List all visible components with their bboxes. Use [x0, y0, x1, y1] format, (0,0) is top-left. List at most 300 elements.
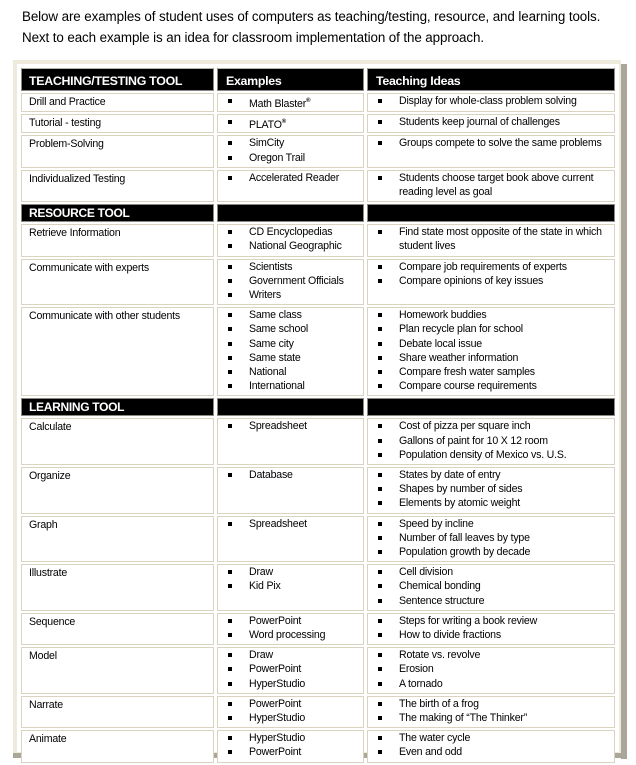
examples-cell [217, 647, 364, 694]
item-text: Number of fall leaves by type [399, 531, 530, 544]
examples-cell [217, 696, 364, 728]
list-item [226, 614, 363, 628]
use-label: Sequence [29, 615, 76, 628]
examples-cell [217, 224, 364, 256]
item-text: Elements by atomic weight [399, 497, 521, 510]
square-bullet-icon [228, 584, 232, 588]
list-item [226, 468, 363, 482]
square-bullet-icon [228, 384, 232, 388]
table-row [21, 467, 615, 514]
item-text: Database [249, 468, 293, 481]
examples-cell [217, 114, 364, 133]
square-bullet-icon [378, 141, 382, 145]
item-text: Rotate vs. revolve [399, 649, 481, 662]
square-bullet-icon [378, 230, 382, 234]
list-item [376, 482, 610, 496]
item-text: National [249, 365, 287, 378]
square-bullet-icon [228, 750, 232, 754]
use-cell [21, 135, 214, 167]
list-item [376, 662, 610, 676]
square-bullet-icon [378, 584, 382, 588]
square-bullet-icon [228, 230, 232, 234]
square-bullet-icon [228, 702, 232, 706]
item-text: Gallons of paint for 10 X 12 room [399, 434, 548, 447]
square-bullet-icon [378, 99, 382, 103]
list-item [376, 711, 610, 725]
list-item [376, 594, 610, 608]
examples-list [226, 697, 363, 725]
list-item [226, 579, 363, 593]
item-text: Students choose target book above current reading level as goal [399, 171, 594, 198]
use-label: Problem-Solving [29, 138, 104, 151]
item-text: Erosion [399, 663, 434, 676]
table-row [21, 418, 615, 465]
examples-cell [217, 307, 364, 396]
list-item [226, 288, 363, 302]
ideas-list [376, 648, 610, 691]
ideas-list [376, 171, 610, 199]
list-item [376, 468, 610, 482]
ideas-list [376, 565, 610, 608]
square-bullet-icon [378, 453, 382, 457]
square-bullet-icon [378, 682, 382, 686]
square-bullet-icon [228, 342, 232, 346]
list-item [226, 365, 363, 379]
square-bullet-icon [378, 570, 382, 574]
square-bullet-icon [228, 619, 232, 623]
item-text: Sentence structure [399, 594, 485, 607]
use-cell [21, 170, 214, 202]
item-text: PowerPoint [249, 614, 302, 627]
use-label: Communicate with experts [29, 261, 150, 274]
item-text: International [249, 380, 305, 393]
registered-mark: ® [281, 119, 286, 126]
list-item [226, 322, 363, 336]
list-item [376, 545, 610, 559]
ideas-list [376, 260, 610, 288]
list-item [376, 565, 610, 579]
list-item [226, 337, 363, 351]
item-text: Compare job requirements of experts [399, 260, 567, 273]
ideas-cell [367, 516, 615, 563]
ideas-list [376, 419, 610, 462]
square-bullet-icon [228, 716, 232, 720]
use-label: Drill and Practice [29, 96, 106, 108]
ideas-list [376, 614, 610, 642]
square-bullet-icon [228, 244, 232, 248]
table-row [21, 613, 615, 645]
use-cell [21, 418, 214, 465]
list-item [376, 517, 610, 531]
item-text: PLATO® [249, 119, 286, 132]
square-bullet-icon [378, 384, 382, 388]
list-item [226, 628, 363, 642]
use-label: Communicate with other students [29, 310, 181, 323]
examples-list [226, 468, 363, 482]
list-item [376, 677, 610, 691]
square-bullet-icon [228, 156, 232, 160]
square-bullet-icon [378, 313, 382, 317]
use-label: Calculate [29, 421, 72, 434]
item-text: SimCity [249, 137, 285, 150]
square-bullet-icon [378, 550, 382, 554]
list-item [376, 579, 610, 593]
square-bullet-icon [378, 265, 382, 269]
item-text: Same class [249, 309, 302, 322]
item-text: Cell division [399, 566, 453, 579]
list-item [376, 260, 610, 274]
use-cell [21, 730, 214, 762]
table-row [21, 564, 615, 611]
use-cell [21, 564, 214, 611]
use-label: Model [29, 650, 57, 663]
use-cell [21, 647, 214, 694]
item-text: PowerPoint [249, 697, 302, 710]
item-text: Government Officials [249, 274, 344, 287]
item-text: Word processing [249, 628, 326, 641]
list-item [226, 419, 363, 433]
ideas-cell [367, 418, 615, 465]
square-bullet-icon [228, 293, 232, 297]
use-label: Graph [29, 518, 58, 531]
list-item [226, 260, 363, 274]
square-bullet-icon [228, 176, 232, 180]
item-text: Cost of pizza per square inch [399, 420, 531, 433]
use-label: Narrate [29, 698, 63, 711]
list-item [226, 517, 363, 531]
table-row [21, 730, 615, 762]
square-bullet-icon [378, 327, 382, 331]
ideas-cell [367, 467, 615, 514]
examples-list [226, 308, 363, 393]
item-text: PowerPoint [249, 746, 302, 759]
square-bullet-icon [228, 522, 232, 526]
examples-list [226, 614, 363, 642]
square-bullet-icon [378, 716, 382, 720]
use-cell [21, 696, 214, 728]
square-bullet-icon [228, 424, 232, 428]
list-item [376, 351, 610, 365]
item-text: Writers [249, 288, 281, 301]
ideas-cell [367, 114, 615, 133]
list-item [376, 171, 610, 199]
list-item [376, 648, 610, 662]
item-text: Spreadsheet [249, 420, 307, 433]
square-bullet-icon [378, 702, 382, 706]
section-header-blank [367, 204, 615, 222]
list-item [376, 496, 610, 510]
list-item [226, 565, 363, 579]
use-cell [21, 93, 214, 112]
square-bullet-icon [228, 99, 232, 103]
item-text: The birth of a frog [399, 697, 479, 710]
use-cell [21, 224, 214, 256]
item-text: National Geographic [249, 240, 342, 253]
list-item [376, 731, 610, 745]
examples-cell [217, 135, 364, 167]
ideas-cell [367, 307, 615, 396]
ideas-cell [367, 224, 615, 256]
square-bullet-icon [228, 653, 232, 657]
item-text: Shapes by number of sides [399, 483, 523, 496]
square-bullet-icon [378, 439, 382, 443]
list-item [226, 662, 363, 676]
item-text: Share weather information [399, 351, 519, 364]
square-bullet-icon [378, 522, 382, 526]
square-bullet-icon [228, 667, 232, 671]
section-header-blank [217, 204, 364, 222]
ideas-list [376, 697, 610, 725]
list-item [226, 171, 363, 185]
list-item [226, 677, 363, 691]
square-bullet-icon [378, 599, 382, 603]
ideas-list [376, 136, 610, 150]
item-text: Compare course requirements [399, 380, 537, 393]
ideas-cell [367, 613, 615, 645]
item-text: Spreadsheet [249, 517, 307, 530]
list-item [226, 731, 363, 745]
section-header-blank [217, 398, 364, 416]
square-bullet-icon [378, 667, 382, 671]
ideas-cell [367, 564, 615, 611]
list-item [376, 448, 610, 462]
item-text: Draw [249, 649, 273, 662]
table-row [21, 114, 615, 133]
list-item [226, 225, 363, 239]
item-text: Oregon Trail [249, 151, 305, 164]
list-item [376, 115, 610, 129]
ideas-list [376, 517, 610, 560]
square-bullet-icon [228, 633, 232, 637]
use-label: Individualized Testing [29, 172, 126, 185]
ideas-list [376, 225, 610, 253]
item-text: Compare opinions of key issues [399, 274, 544, 287]
item-text: Chemical bonding [399, 580, 481, 593]
table-row [21, 516, 615, 563]
item-text: Same school [249, 323, 309, 336]
item-text: Scientists [249, 260, 293, 273]
square-bullet-icon [378, 424, 382, 428]
use-cell [21, 259, 214, 306]
table-row [21, 647, 615, 694]
list-item [376, 136, 610, 150]
list-item [376, 365, 610, 379]
square-bullet-icon [378, 487, 382, 491]
use-label: Illustrate [29, 567, 68, 580]
list-item [376, 419, 610, 433]
list-item [226, 115, 363, 132]
column-header-examples: Examples [217, 68, 364, 91]
examples-cell [217, 467, 364, 514]
ideas-cell [367, 93, 615, 112]
section-header-row [21, 398, 615, 416]
item-text: Display for whole-class problem solving [399, 95, 577, 107]
list-item [376, 628, 610, 642]
square-bullet-icon [378, 653, 382, 657]
list-item [376, 614, 610, 628]
examples-cell [217, 516, 364, 563]
list-item [376, 308, 610, 322]
frame-shadow-right [621, 64, 627, 759]
square-bullet-icon [228, 570, 232, 574]
item-text: Population density of Mexico vs. U.S. [399, 448, 567, 461]
square-bullet-icon [228, 279, 232, 283]
square-bullet-icon [378, 279, 382, 283]
list-item [376, 322, 610, 336]
square-bullet-icon [228, 370, 232, 374]
ideas-list [376, 94, 610, 108]
square-bullet-icon [228, 120, 232, 124]
item-text: Steps for writing a book review [399, 614, 538, 627]
square-bullet-icon [228, 327, 232, 331]
examples-list [226, 517, 363, 531]
item-text: States by date of entry [399, 468, 501, 481]
examples-list [226, 171, 363, 185]
examples-cell [217, 564, 364, 611]
intro-paragraph: Below are examples of student uses of computers as teaching/testing, resource, and learning tools. Next to each example is an idea for classroom implementation of the approach. [22, 9, 601, 45]
table-row [21, 93, 615, 112]
list-item [226, 697, 363, 711]
list-item [376, 337, 610, 351]
ideas-list [376, 468, 610, 511]
list-item [226, 351, 363, 365]
item-text: Accelerated Reader [249, 171, 340, 184]
item-text: Compare fresh water samples [399, 365, 535, 378]
examples-cell [217, 730, 364, 762]
item-text: Debate local issue [399, 337, 482, 350]
list-item [376, 697, 610, 711]
item-text: How to divide fractions [399, 628, 501, 641]
examples-cell [217, 418, 364, 465]
item-text: Kid Pix [249, 580, 281, 593]
list-item [226, 274, 363, 288]
table-body [21, 68, 615, 763]
examples-cell [217, 259, 364, 306]
square-bullet-icon [378, 750, 382, 754]
ideas-list [376, 731, 610, 759]
list-item [376, 94, 610, 108]
list-item [226, 711, 363, 725]
square-bullet-icon [378, 176, 382, 180]
section-header-row [21, 204, 615, 222]
use-cell [21, 613, 214, 645]
item-text: Speed by incline [399, 517, 474, 530]
square-bullet-icon [378, 501, 382, 505]
list-item [376, 274, 610, 288]
ideas-cell [367, 259, 615, 306]
use-cell [21, 307, 214, 396]
examples-list [226, 260, 363, 303]
square-bullet-icon [378, 536, 382, 540]
ideas-cell [367, 647, 615, 694]
square-bullet-icon [228, 736, 232, 740]
item-text: Same state [249, 351, 301, 364]
item-text: HyperStudio [249, 711, 306, 724]
item-text: Groups compete to solve the same problems [399, 137, 602, 150]
use-label: Tutorial - testing [29, 117, 101, 130]
item-text: Students keep journal of challenges [399, 116, 560, 129]
computer-uses-table [18, 66, 618, 765]
use-cell [21, 114, 214, 133]
registered-mark: ® [306, 98, 311, 104]
examples-list [226, 565, 363, 593]
list-item [226, 151, 363, 165]
ideas-list [376, 308, 610, 393]
square-bullet-icon [378, 633, 382, 637]
use-label: Retrieve Information [29, 227, 121, 240]
item-text: CD Encyclopedias [249, 226, 333, 239]
square-bullet-icon [228, 141, 232, 145]
examples-list [226, 94, 363, 111]
header-row [21, 68, 615, 91]
square-bullet-icon [378, 356, 382, 360]
use-label: Organize [29, 469, 71, 482]
square-bullet-icon [378, 342, 382, 346]
ideas-list [376, 115, 610, 129]
item-text: A tornado [399, 677, 443, 690]
examples-list [226, 225, 363, 253]
section-title: LEARNING TOOL [21, 398, 214, 416]
square-bullet-icon [378, 120, 382, 124]
item-text: HyperStudio [249, 677, 306, 690]
column-header-tool: TEACHING/TESTING TOOL [21, 68, 214, 91]
item-text: Population growth by decade [399, 545, 531, 558]
ideas-cell [367, 135, 615, 167]
table-row [21, 696, 615, 728]
item-text: Draw [249, 566, 273, 579]
square-bullet-icon [378, 736, 382, 740]
list-item [226, 308, 363, 322]
examples-cell [217, 613, 364, 645]
examples-cell [217, 170, 364, 202]
item-text: Homework buddies [399, 309, 487, 322]
table-row [21, 224, 615, 256]
item-text: Even and odd [399, 746, 462, 759]
item-text: HyperStudio [249, 732, 306, 745]
examples-list [226, 731, 363, 759]
item-text: The making of “The Thinker” [399, 711, 528, 724]
item-text: The water cycle [399, 732, 471, 745]
square-bullet-icon [228, 682, 232, 686]
list-item [226, 379, 363, 393]
list-item [376, 379, 610, 393]
ideas-cell [367, 170, 615, 202]
item-text: Plan recycle plan for school [399, 323, 523, 336]
use-cell [21, 467, 214, 514]
column-header-ideas: Teaching Ideas [367, 68, 615, 91]
examples-list [226, 419, 363, 433]
section-title: RESOURCE TOOL [21, 204, 214, 222]
list-item [226, 648, 363, 662]
list-item [226, 745, 363, 759]
table-row [21, 170, 615, 202]
list-item [376, 225, 610, 253]
item-text: Math Blaster® [249, 98, 311, 110]
use-label: Animate [29, 733, 67, 746]
list-item [376, 434, 610, 448]
examples-list [226, 136, 363, 164]
square-bullet-icon [228, 313, 232, 317]
square-bullet-icon [228, 265, 232, 269]
list-item [226, 94, 363, 111]
list-item [226, 136, 363, 150]
examples-list [226, 115, 363, 132]
item-text: Same city [249, 337, 294, 350]
examples-cell [217, 93, 364, 112]
table-row [21, 307, 615, 396]
ideas-cell [367, 730, 615, 762]
square-bullet-icon [378, 473, 382, 477]
